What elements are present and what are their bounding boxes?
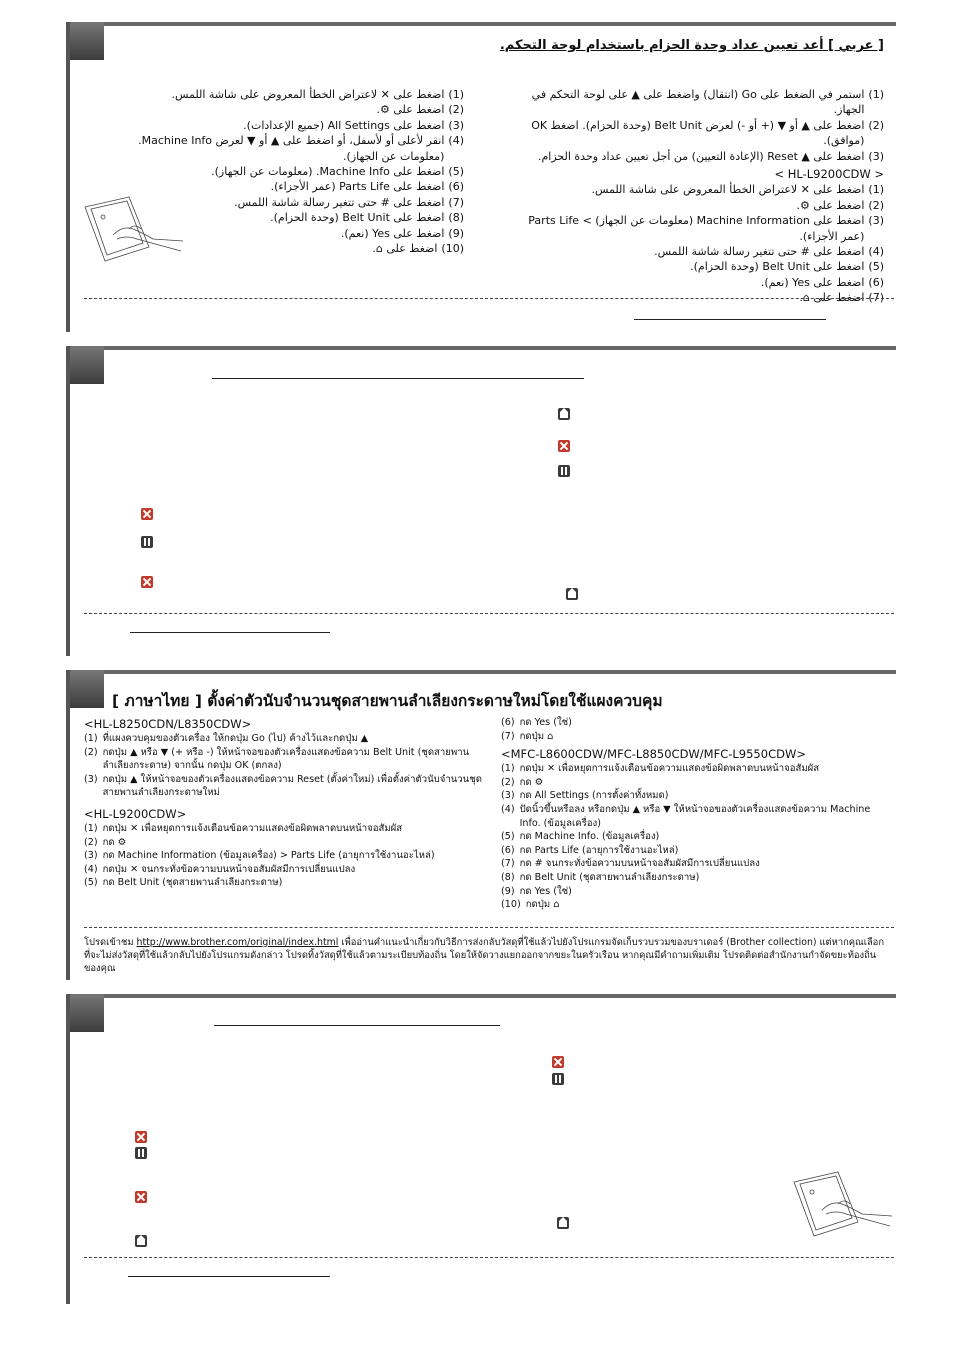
section-2-title-underline <box>212 378 584 379</box>
step-text: اضغط على Parts Life (عمر الأجزاء). <box>270 180 445 194</box>
step-number: (3) <box>84 850 98 862</box>
section-4-tab <box>66 994 104 1032</box>
step-row <box>524 182 884 197</box>
step-text: กด Belt Unit (ชุดสายพานลำเลียงกระดาษ) <box>102 877 283 889</box>
step-text: اضغط على ⌂. <box>372 242 438 256</box>
step-number: (5) <box>84 877 98 889</box>
step-row <box>524 149 884 164</box>
step-number: (6) <box>448 180 464 194</box>
step-row <box>524 259 884 274</box>
step-number: (7) <box>501 730 515 742</box>
step-text: اضغط على ✕ لاعتراض الخطأ المعروض على شاشة اللمس. <box>171 88 445 101</box>
step-number: (2) <box>84 746 98 758</box>
step-text: กดปุ่ม ✕ เพื่อหยุดการแจ้งเตือนข้อความแสดงข้อผิดพลาดบนหน้าจอสัมผัส <box>519 763 820 775</box>
step-row <box>524 118 884 149</box>
arabic-title: [ عربي ] أعد تعيين عداد وحدة الحزام باستخدام لوحة التحكم. <box>499 38 884 53</box>
step-text: اضغط على ⚙. <box>796 198 865 212</box>
step-row <box>524 275 884 290</box>
step-number: (1) <box>868 88 884 101</box>
model-heading: < HL-L9200CDW > <box>774 167 884 182</box>
step-text: اضغط على Yes (نعم). <box>760 275 865 289</box>
thai-left-column <box>84 716 482 890</box>
home-icon <box>566 588 578 600</box>
step-number: (4) <box>501 803 515 815</box>
step-number: (6) <box>868 275 884 289</box>
step-row <box>501 830 881 844</box>
step-row <box>501 844 881 858</box>
step-text: กดปุ่ม ▲ ให้หน้าจอของตัวเครื่องแสดงข้อความ Reset (ตั้งค่าใหม่) เพื่อตั้งค่าตัวนับจำนวนชุดสายพานลำเลียงกระดาษใหม่ <box>102 773 482 799</box>
step-row <box>114 102 464 117</box>
step-number: (10) <box>441 242 464 256</box>
brother-original-link[interactable]: http://www.brother.com/original/index.html <box>136 937 339 948</box>
step-text: اضغط على Belt Unit (وحدة الحزام). <box>270 211 445 225</box>
touchscreen-hand-illustration <box>792 1170 896 1240</box>
close-icon <box>135 1191 147 1203</box>
step-number: (4) <box>84 863 98 875</box>
step-row <box>84 732 482 746</box>
settings-icon <box>135 1147 147 1159</box>
step-number: (2) <box>448 103 464 117</box>
section-4-topbar <box>66 994 896 998</box>
section-arabic-tab <box>66 22 104 60</box>
step-text: ปัดนิ้วขึ้นหรือลง หรือกดปุ่ม ▲ หรือ ▼ ให้หน้าจอของตัวเครื่องแสดงข้อความ Machine Info. (ข้อมูลเครื่อง) <box>519 803 871 829</box>
step-row <box>524 198 884 213</box>
home-icon <box>558 408 570 420</box>
step-number: (1) <box>868 183 884 197</box>
step-text: اضغط على Machine Info. (معلومات عن الجهاز). <box>211 165 445 179</box>
step-number: (6) <box>501 844 515 856</box>
step-text: กด Machine Info. (ข้อมูลเครื่อง) <box>519 831 660 843</box>
thai-recycling-note <box>84 936 884 975</box>
step-number: (3) <box>501 790 515 802</box>
step-number: (3) <box>84 773 98 785</box>
close-icon <box>552 1056 564 1068</box>
step-row <box>524 244 884 259</box>
step-number: (5) <box>868 260 884 274</box>
step-row <box>501 762 881 776</box>
step-row <box>501 885 881 899</box>
step-row <box>501 898 881 912</box>
close-icon <box>135 1131 147 1143</box>
step-text: اضغط على ✕ لاعتراض الخطأ المعروض على شاشة اللمس. <box>591 183 865 197</box>
section-4-title-underline <box>214 1025 500 1026</box>
arabic-footer-underline <box>634 319 826 320</box>
step-number: (9) <box>501 885 515 897</box>
model-heading: <HL-L8250CDN/L8350CDW> <box>84 717 252 731</box>
step-number: (2) <box>868 198 884 212</box>
step-row <box>114 133 464 164</box>
step-row <box>84 822 482 836</box>
section-thai-topbar <box>66 670 896 674</box>
step-row <box>84 849 482 863</box>
settings-icon <box>141 536 153 548</box>
step-text: กด Yes (ใช่) <box>519 885 572 897</box>
step-number: (7) <box>501 858 515 870</box>
step-number: (7) <box>868 291 884 305</box>
step-number: (5) <box>501 831 515 843</box>
step-text: กดปุ่ม ⌂ <box>519 730 554 742</box>
thai-title: [ ภาษาไทย ] ตั้งค่าตัวนับจำนวนชุดสายพานลำเลียงกระดาษใหม่โดยใช้แผงควบคุม <box>112 692 663 710</box>
step-row <box>84 863 482 877</box>
step-row <box>114 179 464 194</box>
step-text: اضغط على Belt Unit (وحدة الحزام). <box>690 260 865 274</box>
step-number: (4) <box>868 245 884 259</box>
step-text: กดปุ่ม ✕ จนกระทั่งข้อความบนหน้าจอสัมผัสมีการเปลี่ยนแปลง <box>102 863 356 875</box>
section-2-footer-underline <box>130 632 330 633</box>
step-text: กดปุ่ม ▲ หรือ ▼ (+ หรือ -) ให้หน้าจอของตัวเครื่องแสดงข้อความ Belt Unit (ชุดสายพานลำเลียงกระดาษ) จากนั้น กดปุ่ม OK (ตกลง) <box>102 746 470 772</box>
step-text: اضغط على ⌂. <box>799 291 865 305</box>
step-text: กด Machine Information (ข้อมูลเครื่อง) > Parts Life (อายุการใช้งานอะไหล่) <box>102 850 435 862</box>
step-text: ที่แผงควบคุมของตัวเครื่อง ให้กดปุ่ม Go (ไป) ค้างไว้และกดปุ่ม ▲ <box>102 733 369 744</box>
step-number: (8) <box>448 211 464 225</box>
step-number: (3) <box>868 149 884 163</box>
step-number: (10) <box>501 899 521 911</box>
step-row <box>501 789 881 803</box>
step-text: اضغط على Machine Information (معلومات عن الجهاز) > Parts Life (عمر الأجزاء). <box>528 214 865 243</box>
step-row <box>114 87 464 102</box>
step-text: اضغط على All Settings (جميع الإعدادات). <box>243 118 445 132</box>
step-row <box>114 118 464 133</box>
step-row <box>501 730 881 744</box>
section-2-tab <box>66 346 104 384</box>
step-text: انقر لأعلى أو لأسفل، أو اضغط على ▲ أو ▼ لعرض Machine Info. (معلومات عن الجهاز). <box>138 134 445 163</box>
step-text: กด # จนกระทั่งข้อความบนหน้าจอสัมผัสมีการเปลี่ยนแปลง <box>519 858 760 870</box>
settings-icon <box>552 1073 564 1085</box>
home-icon <box>557 1217 569 1229</box>
step-text: اضغط على # حتى تتغير رسالة شاشة اللمس. <box>654 245 865 259</box>
step-number: (7) <box>448 195 464 209</box>
section-2-divider <box>84 613 894 614</box>
settings-icon <box>558 465 570 477</box>
step-number: (2) <box>501 776 515 788</box>
section-2-topbar <box>66 346 896 350</box>
section-4-divider <box>84 1257 894 1258</box>
step-number: (2) <box>868 118 884 132</box>
step-text: اضغط على # حتى تتغير رسالة شاشة اللمس. <box>234 195 445 209</box>
step-number: (1) <box>84 822 98 834</box>
model-heading: <MFC-L8600CDW/MFC-L8850CDW/MFC-L9550CDW> <box>501 747 806 762</box>
step-text: กด ⚙ <box>102 836 127 848</box>
section-arabic-topbar <box>66 22 896 26</box>
step-text: اضغط على ⚙. <box>376 103 445 117</box>
step-row <box>501 857 881 871</box>
touchscreen-hand-illustration <box>83 195 187 265</box>
step-text: اضغط على Yes (نعم). <box>340 226 445 240</box>
section-2-sidebar <box>66 346 70 656</box>
step-number: (2) <box>84 836 98 848</box>
step-number: (8) <box>501 871 515 883</box>
step-row <box>501 871 881 885</box>
section-arabic-sidebar <box>66 22 70 332</box>
step-text: اضغط على ▲ Reset (الإعادة التعيين) من أجل تعيين عداد وحدة الحزام. <box>537 149 865 163</box>
step-number: (1) <box>84 733 98 744</box>
step-text: กดปุ่ม ⌂ <box>525 899 560 911</box>
section-thai-sidebar <box>66 670 70 980</box>
step-number: (5) <box>448 165 464 179</box>
note-body: เพื่ออ่านคำแนะนำเกี่ยวกับวิธีการส่งกลับวัสดุที่ใช้แล้วไปยังโปรแกรมจัดเก็บรวบรวมของบราเดอร์ (Brother collection) แต่หากคุณเลือกที่จะไม่ส่งวัสดุที่ใช้แล้วกลับไปยังโปรแกรมดังกล่าว โปรดทิ้งวัสดุที่ใช้แล้วตามระเบียบท้องถิ่น โดยให้จัดวางแยกออกจากขยะในครัวเรือน หากคุณมีคำถามเพิ่มเติม โปรดติดต่อสำนักงานกำจัดขยะท้องถิ่นของคุณ <box>84 937 884 974</box>
step-text: اضغط على ▲ أو ▼ (+ أو -) لعرض Belt Unit (وحدة الحزام). اضغط OK (موافق). <box>531 118 865 148</box>
step-number: (4) <box>448 134 464 148</box>
step-text: กด Yes (ใช่) <box>519 717 572 728</box>
step-number: (3) <box>868 214 884 228</box>
step-row <box>84 746 482 773</box>
thai-right-column <box>501 716 881 912</box>
model-heading: <HL-L9200CDW> <box>84 806 187 821</box>
close-icon <box>141 508 153 520</box>
step-row <box>524 87 884 118</box>
step-row <box>501 776 881 790</box>
step-number: (1) <box>501 763 515 775</box>
step-row <box>84 836 482 850</box>
section-thai-tab <box>66 670 104 708</box>
step-row <box>524 213 884 244</box>
step-row <box>501 716 881 730</box>
section-4-sidebar <box>66 994 70 1304</box>
step-number: (3) <box>448 118 464 132</box>
step-text: กด ⚙ <box>519 776 544 788</box>
step-text: กด Belt Unit (ชุดสายพานลำเลียงกระดาษ) <box>519 871 700 883</box>
step-text: استمر في الضغط على Go (انتقال) واضغط على ▲ على لوحة التحكم في الجهاز. <box>531 88 865 117</box>
section-4-footer-underline <box>128 1276 330 1277</box>
section-arabic-divider <box>84 298 894 299</box>
step-number: (9) <box>448 226 464 240</box>
step-row <box>501 803 881 830</box>
step-number: (6) <box>501 717 515 728</box>
step-number: (1) <box>448 88 464 101</box>
close-icon <box>558 440 570 452</box>
step-text: กด All Settings (การตั้งค่าทั้งหมด) <box>519 790 669 802</box>
home-icon <box>135 1235 147 1247</box>
note-prefix: โปรดเข้าชม <box>84 937 134 948</box>
arabic-right-column <box>524 87 884 306</box>
step-text: กดปุ่ม ✕ เพื่อหยุดการแจ้งเตือนข้อความแสดงข้อผิดพลาดบนหน้าจอสัมผัส <box>102 822 403 834</box>
step-row <box>114 164 464 179</box>
close-icon <box>141 576 153 588</box>
section-thai-divider <box>84 927 894 928</box>
step-row <box>84 773 482 800</box>
step-text: กด Parts Life (อายุการใช้งานอะไหล่) <box>519 844 679 856</box>
step-row <box>84 876 482 890</box>
